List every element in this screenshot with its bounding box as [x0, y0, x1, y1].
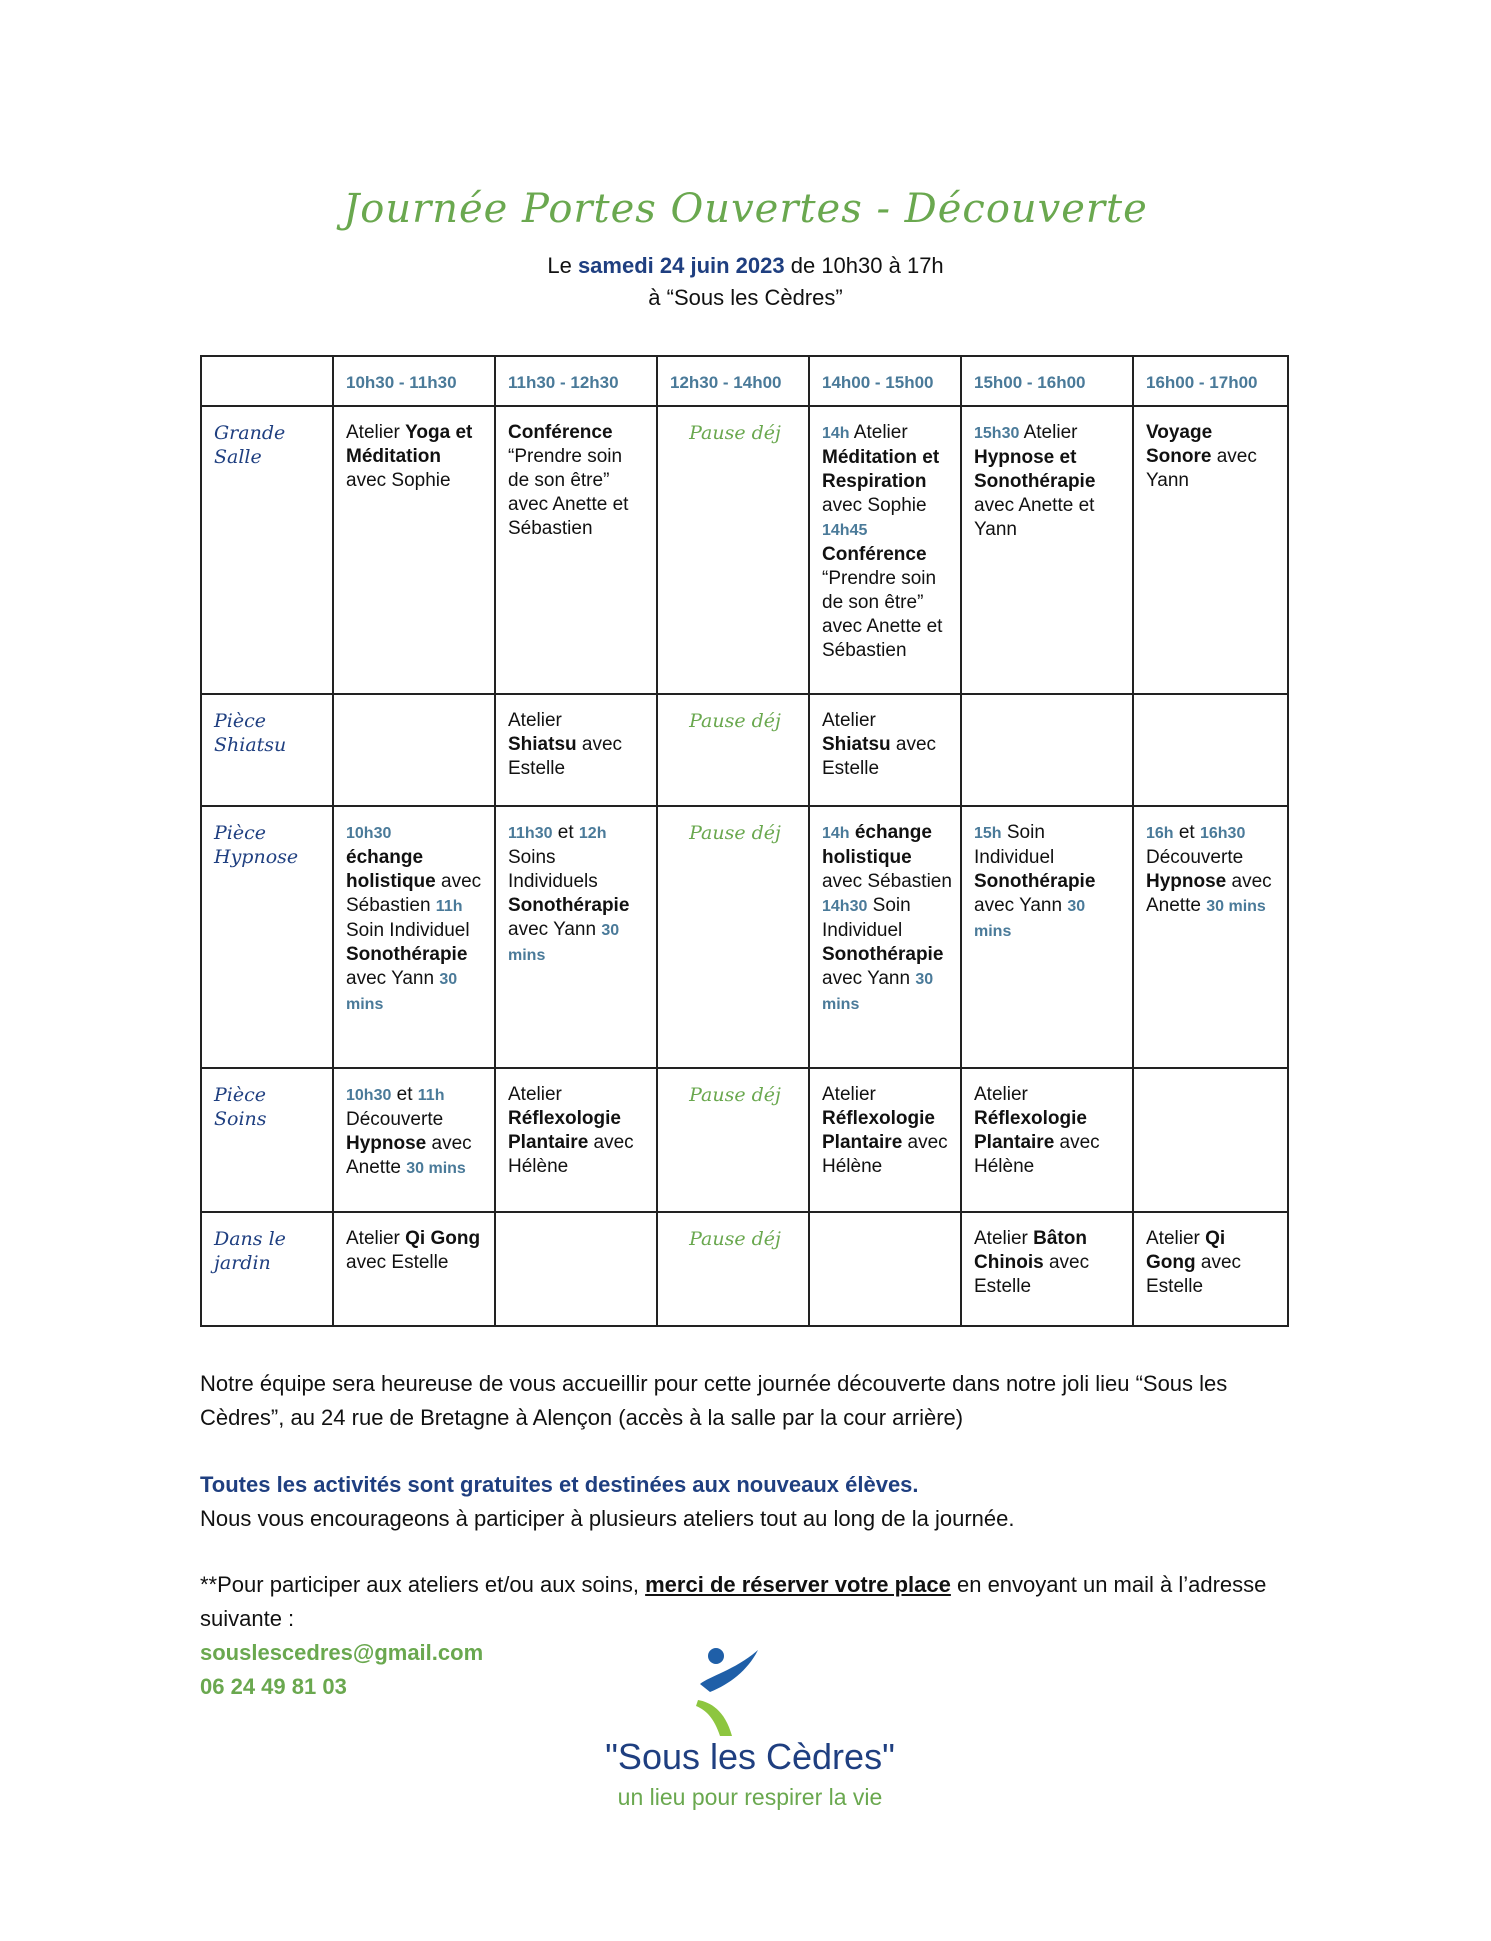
header-cell: 12h30 - 14h00	[657, 356, 809, 406]
room-label: Pièce Shiatsu	[201, 694, 333, 806]
activity-cell	[1133, 1068, 1288, 1212]
activity-cell: Atelier Shiatsu avec Estelle	[809, 694, 961, 806]
activity-cell	[333, 694, 495, 806]
activity-cell: 15h30 Atelier Hypnose et Sonothérapie avec Anette et Yann	[961, 406, 1133, 694]
activity-cell: Atelier Réflexologie Plantaire avec Hélène	[961, 1068, 1133, 1212]
room-label: Pièce Hypnose	[201, 806, 333, 1068]
activity-cell: Atelier Qi Gong avec Estelle	[1133, 1212, 1288, 1326]
logo-figure-icon	[560, 1640, 940, 1740]
activity-cell	[1133, 694, 1288, 806]
free-activities-paragraph	[200, 1468, 1300, 1536]
free-activities-note: Toutes les activités sont gratuites et destinées aux nouveaux élèves.	[200, 1472, 919, 1497]
event-place: à “Sous les Cèdres”	[648, 285, 843, 310]
table-row	[201, 806, 1288, 1068]
page-title: Journée Portes Ouvertes - Découverte	[343, 186, 1148, 232]
header-row	[201, 356, 1288, 406]
activity-cell	[495, 1212, 657, 1326]
logo	[560, 1640, 940, 1820]
logo-tagline: un lieu pour respirer la vie	[617, 1784, 883, 1810]
activity-cell: 11h30 et 12h Soins Individuels Sonothérapie avec Yann 30 mins	[495, 806, 657, 1068]
logo-name: "Sous les Cèdres"	[605, 1736, 895, 1777]
pause-cell: Pause déj	[657, 1068, 809, 1212]
room-label: Grande Salle	[201, 406, 333, 694]
event-date: samedi 24 juin 2023	[577, 253, 785, 278]
header-cell: 10h30 - 11h30	[333, 356, 495, 406]
welcome-paragraph: Notre équipe sera heureuse de vous accueillir pour cette journée découverte dans notre joli lieu “Sous les Cèdres”, au 24 rue de Bretagne à Alençon (accès à la salle par la cour arrière)	[200, 1371, 1228, 1430]
activity-cell: 14h Atelier Méditation et Respiration avec Sophie 14h45 Conférence “Prendre soin de son être” avec Anette et Sébastien	[809, 406, 961, 694]
header-cell: 14h00 - 15h00	[809, 356, 961, 406]
encourage-note: Nous vous encourageons à participer à plusieurs ateliers tout au long de la journée.	[200, 1506, 1015, 1531]
activity-cell: Atelier Yoga et Méditation avec Sophie	[333, 406, 495, 694]
activity-cell: 16h et 16h30 Découverte Hypnose avec Anette 30 mins	[1133, 806, 1288, 1068]
pause-cell: Pause déj	[657, 806, 809, 1068]
reserve-link: merci de réserver votre place	[645, 1572, 951, 1597]
pause-cell: Pause déj	[657, 694, 809, 806]
room-label: Dans le jardin	[201, 1212, 333, 1326]
header-cell: 11h30 - 12h30	[495, 356, 657, 406]
pause-cell: Pause déj	[657, 1212, 809, 1326]
table-row	[201, 1068, 1288, 1212]
activity-cell: Atelier Qi Gong avec Estelle	[333, 1212, 495, 1326]
phone-number: 06 24 49 81 03	[200, 1674, 347, 1699]
activity-cell	[961, 694, 1133, 806]
table-row	[201, 694, 1288, 806]
room-label: Pièce Soins	[201, 1068, 333, 1212]
table-row	[201, 1212, 1288, 1326]
event-hours: de 10h30 à 17h	[790, 253, 944, 278]
activity-cell: Atelier Réflexologie Plantaire avec Hélène	[495, 1068, 657, 1212]
activity-cell: 10h30 échange holistique avec Sébastien 11h Soin Individuel Sonothérapie avec Yann 30 mins	[333, 806, 495, 1068]
event-subtitle	[0, 250, 1491, 314]
header-cell	[201, 356, 333, 406]
booking-note: **Pour participer aux ateliers et/ou aux soins, merci de réserver votre place en envoyant un mail à l’adresse suivante :	[200, 1572, 1267, 1631]
header-cell: 15h00 - 16h00	[961, 356, 1133, 406]
activity-cell: 10h30 et 11h Découverte Hypnose avec Anette 30 mins	[333, 1068, 495, 1212]
le-text: Le	[547, 253, 572, 278]
activity-cell: Conférence “Prendre soin de son être” avec Anette et Sébastien	[495, 406, 657, 694]
table-row	[201, 406, 1288, 694]
activity-cell: Voyage Sonore avec Yann	[1133, 406, 1288, 694]
pause-cell: Pause déj	[657, 406, 809, 694]
schedule-table	[200, 355, 1289, 1327]
activity-cell: 15h Soin Individuel Sonothérapie avec Yann 30 mins	[961, 806, 1133, 1068]
event-date-line	[0, 250, 1491, 282]
activity-cell: Atelier Shiatsu avec Estelle	[495, 694, 657, 806]
email-link[interactable]: souslescedres@gmail.com	[200, 1640, 484, 1665]
activity-cell: Atelier Réflexologie Plantaire avec Hélène	[809, 1068, 961, 1212]
activity-cell: Atelier Bâton Chinois avec Estelle	[961, 1212, 1133, 1326]
header-cell: 16h00 - 17h00	[1133, 356, 1288, 406]
activity-cell	[809, 1212, 961, 1326]
activity-cell: 14h échange holistique avec Sébastien 14h30 Soin Individuel Sonothérapie avec Yann 30 mins	[809, 806, 961, 1068]
